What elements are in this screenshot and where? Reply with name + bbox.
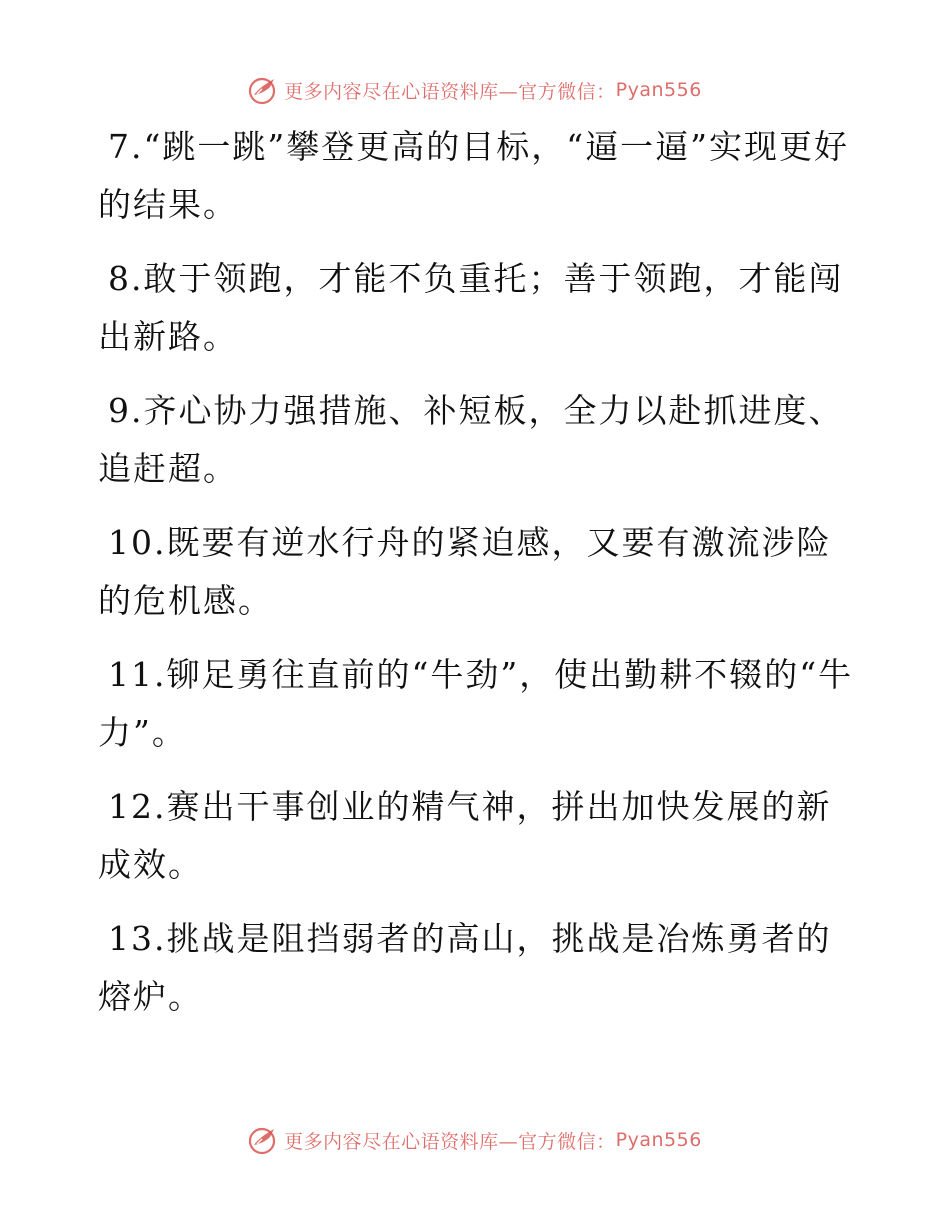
pen-logo-icon <box>248 75 278 105</box>
header-banner <box>0 70 950 110</box>
list-item: 9.齐心协力强措施、补短板，全力以赴抓进度、追赶超。 <box>98 391 844 488</box>
banner-wechat-id: Pyan556 <box>615 79 702 101</box>
pen-logo-icon <box>248 1125 278 1155</box>
document-body <box>98 118 858 1042</box>
list-item: 13.挑战是阻挡弱者的高山，挑战是冶炼勇者的熔炉。 <box>98 919 832 1016</box>
banner-text: 更多内容尽在心语资料库—官方微信： <box>284 1130 616 1153</box>
footer-banner <box>0 1120 950 1160</box>
banner-wechat-id: Pyan556 <box>615 1129 702 1151</box>
list-item: 12.赛出干事创业的精气神，拼出加快发展的新成效。 <box>98 787 832 884</box>
list-item: 10.既要有逆水行舟的紧迫感，又要有激流涉险的危机感。 <box>98 523 832 620</box>
list-item: 8.敢于领跑，才能不负重托；善于领跑，才能闯出新路。 <box>98 259 844 356</box>
list-item: 7.“跳一跳”攀登更高的目标，“逼一逼”实现更好的结果。 <box>98 127 849 224</box>
list-item: 11.铆足勇往直前的“牛劲”，使出勤耕不辍的“牛力”。 <box>98 655 854 752</box>
banner-text: 更多内容尽在心语资料库—官方微信： <box>284 80 616 103</box>
